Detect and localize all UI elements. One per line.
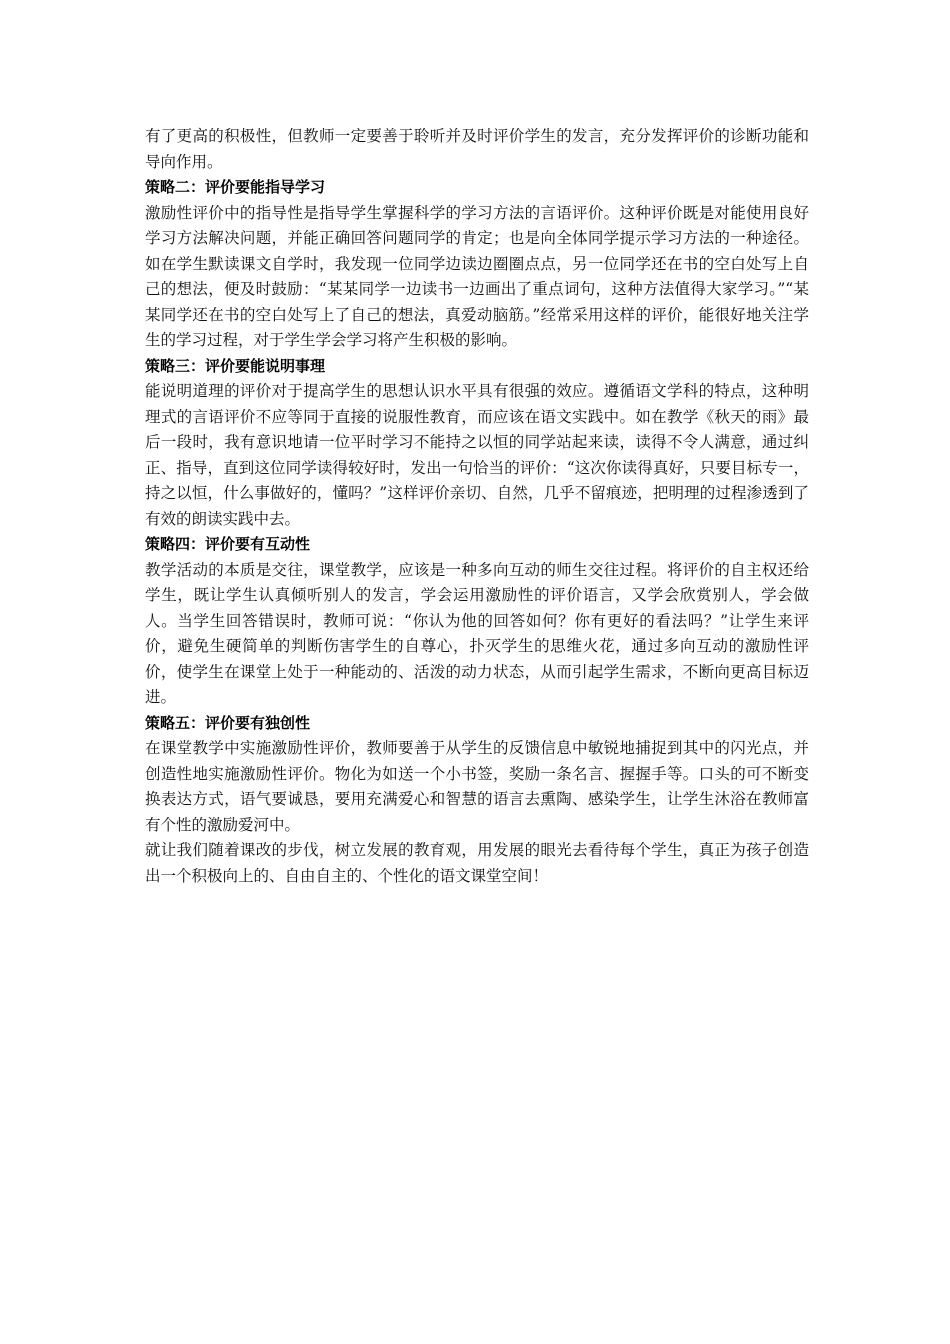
heading-strategy-two: 策略二：评价要能指导学习 [145, 178, 326, 196]
paragraph-conclusion: 就让我们随着课改的步伐，树立发展的教育观，用发展的眼光去看待每个学生，真正为孩子创造出一个积极向上的、自由自主的、个性化的语文课堂空间！ [145, 841, 809, 885]
heading-strategy-three: 策略三：评价要能说明事理 [145, 356, 326, 375]
heading-strategy-five: 策略五：评价要有独创性 [145, 713, 311, 732]
document-body [145, 124, 809, 889]
paragraph-strategy-two: 激励性评价中的指导性是指导学生掌握科学的学习方法的言语评价。这种评价既是对能使用良好学习方法解决问题，并能正确回答问题同学的肯定；也是向全体同学提示学习方法的一种途径。如在学生默读课文自学时，我发现一位同学边读边圈圈点点，另一位同学还在书的空白处写上自己的想法，便及时鼓励：“某某同学一边读书一边画出了重点词句，这种方法值得大家学习。”“某某同学还在书的空白处写上了自己的想法，真爱动脑筋。”经常采用这样的评价，能很好地关注学生的学习过程，对于学生学会学习将产生积极的影响。 [145, 203, 809, 349]
paragraph-intro-continuation: 有了更高的积极性，但教师一定要善于聆听并及时评价学生的发言，充分发挥评价的诊断功能和导向作用。 [145, 127, 809, 171]
heading-strategy-four: 策略四：评价要有互动性 [145, 535, 311, 553]
paragraph-strategy-four: 教学活动的本质是交往，课堂教学，应该是一种多向互动的师生交往过程。将评价的自主权还给学生，既让学生认真倾听别人的发言，学会运用激励性的评价语言，又学会欣赏别人，学会做人。当学生回答错误时，教师可说：“你认为他的回答如何？你有更好的看法吗？”让学生来评价，避免生硬简单的判断伤害学生的自尊心，扑灭学生的思维火花，通过多向互动的激励性评价，使学生在课堂上处于一种能动的、活泼的动力状态，从而引起学生需求，不断向更高目标迈进。 [145, 560, 809, 706]
paragraph-strategy-five: 在课堂教学中实施激励性评价，教师要善于从学生的反馈信息中敏锐地捕捉到其中的闪光点，并创造性地实施激励性评价。物化为如送一个小书签，奖励一条名言、握握手等。口头的可不断变换表达方式，语气要诚恳，要用充满爱心和智慧的语言去熏陶、感染学生，让学生沐浴在教师富有个性的激励爱河中。 [145, 739, 809, 834]
paragraph-strategy-three: 能说明道理的评价对于提高学生的思想认识水平具有很强的效应。遵循语文学科的特点，这种明理式的言语评价不应等同于直接的说服性教育，而应该在语文实践中。如在教学《秋天的雨》最后一段时，我有意识地请一位平时学习不能持之以恒的同学站起来读，读得不令人满意，通过纠正、指导，直到这位同学读得较好时，发出一句恰当的评价：“这次你读得真好，只要目标专一，持之以恒，什么事做好的，懂吗？”这样评价亲切、自然，几乎不留痕迹，把明理的过程渗透到了有效的朗读实践中去。 [145, 382, 809, 528]
